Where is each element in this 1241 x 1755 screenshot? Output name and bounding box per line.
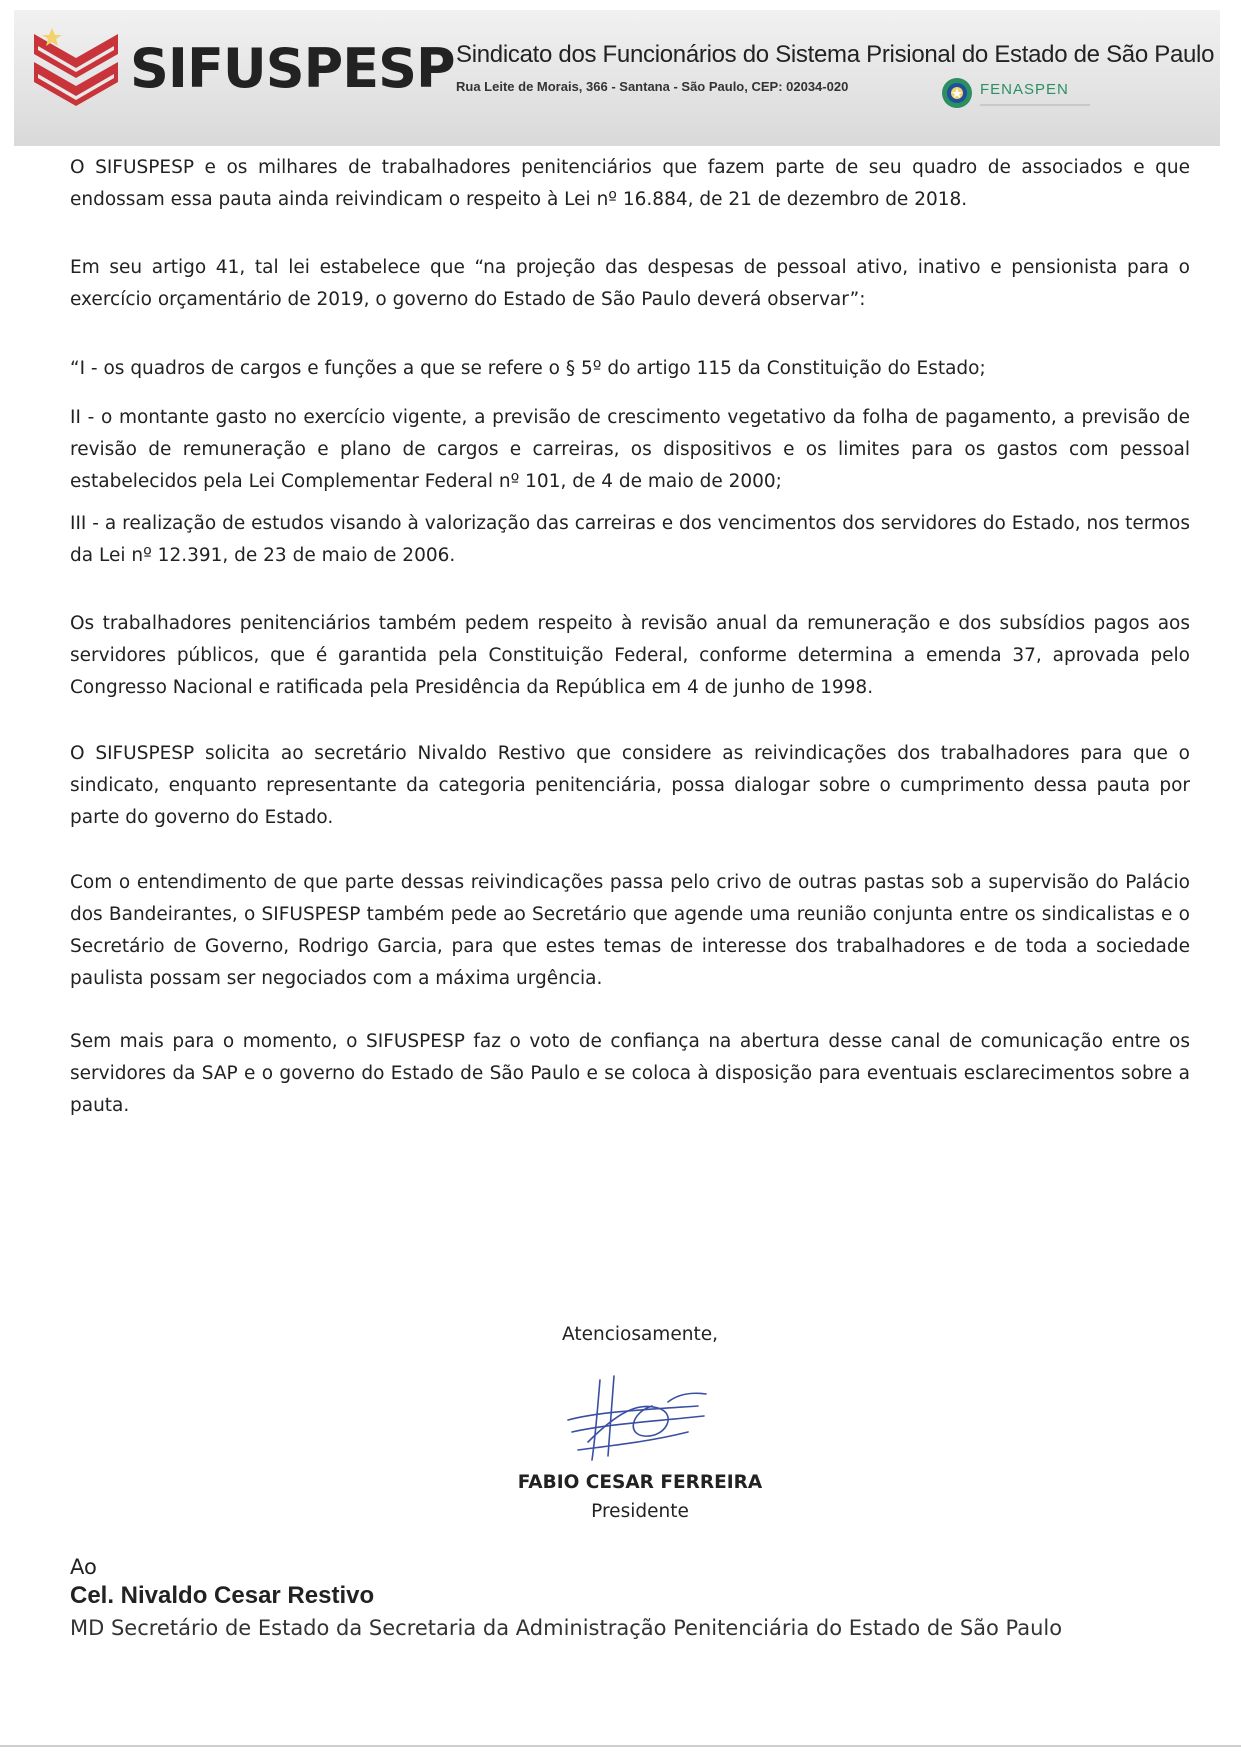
signature-image [548, 1372, 718, 1468]
paragraph-intro: O SIFUSPESP e os milhares de trabalhadores penitenciários que fazem parte de seu quadro de associados e que endossam essa pauta ainda reivindicam o respeito à Lei nº 16.884, de 21 de dezembro de 2018. [70, 157, 1190, 210]
paragraph-annual-review: Os trabalhadores penitenciários também pedem respeito à revisão anual da remuneração e dos subsídios pagos aos servidores públicos, que é garantida pela Constituição Federal, conforme determina a emenda 37, aprovada pelo Congresso Nacional e ratificada pela Presidência da República em 4 de junho de 1998. [70, 613, 1190, 698]
paragraph-closing: Sem mais para o momento, o SIFUSPESP faz o voto de confiança na abertura desse canal de comunicação entre os servidores da SAP e o governo do Estado de São Paulo e se coloca à disposição para eventuais esclarecimentos sobre a pauta. [70, 1031, 1190, 1116]
union-name: Sindicato dos Funcionários do Sistema Prisional do Estado de São Paulo [456, 41, 1215, 68]
recipient-role: MD Secretário de Estado da Secretaria da Administração Penitenciária do Estado de São Paulo [70, 1616, 1063, 1640]
federation-name: FENASPEN [980, 81, 1069, 98]
paragraph-meeting: Com o entendimento de que parte dessas reivindicações passa pelo crivo de outras pastas sob a supervisão do Palácio dos Bandeirantes, o SIFUSPESP também pede ao Secretário que agende uma reunião conjunta entre os sindicalistas e o Secretário de Governo, Rodrigo Garcia, para que estes temas de interesse dos trabalhadores e de toda a sociedade paulista possam ser negociados com a máxima urgência. [70, 872, 1190, 989]
brand-name: SIFUSPESP [130, 37, 455, 100]
paragraph-item-i: “I - os quadros de cargos e funções a que se refere o § 5º do artigo 115 da Constituição do Estado; [70, 358, 986, 379]
fenaspen-seal-icon [940, 76, 974, 110]
sifuspesp-logo-icon [28, 24, 124, 120]
recipient-name: Cel. Nivaldo Cesar Restivo [70, 1582, 375, 1609]
letterhead [14, 10, 1220, 146]
signer-title: Presidente [591, 1501, 689, 1522]
union-address: Rua Leite de Morais, 366 - Santana - São Paulo, CEP: 02034-020 [456, 79, 849, 94]
signer-name: FABIO CESAR FERREIRA [517, 1472, 763, 1493]
recipient-prefix: Ao [70, 1555, 97, 1579]
salutation: Atenciosamente, [562, 1324, 718, 1345]
paragraph-item-iii: III - a realização de estudos visando à valorização das carreiras e dos vencimentos dos servidores do Estado, nos termos da Lei nº 12.391, de 23 de maio de 2006. [70, 513, 1190, 566]
page-bottom-rule [0, 1745, 1241, 1747]
paragraph-item-ii: II - o montante gasto no exercício vigente, a previsão de crescimento vegetativo da folha de pagamento, a previsão de revisão de remuneração e plano de cargos e carreiras, os dispositivos e os limites para os gastos com pessoal estabelecidos pela Lei Complementar Federal nº 101, de 4 de maio de 2000; [70, 407, 1190, 492]
federation-rule [980, 104, 1090, 106]
paragraph-article-41: Em seu artigo 41, tal lei estabelece que “na projeção das despesas de pessoal ativo, inativo e pensionista para o exercício orçamentário de 2019, o governo do Estado de São Paulo deverá observar”: [70, 257, 1190, 310]
paragraph-request: O SIFUSPESP solicita ao secretário Nivaldo Restivo que considere as reivindicações dos trabalhadores para que o sindicato, enquanto representante da categoria penitenciária, possa dialogar sobre o cumprimento dessa pauta por parte do governo do Estado. [70, 743, 1190, 828]
